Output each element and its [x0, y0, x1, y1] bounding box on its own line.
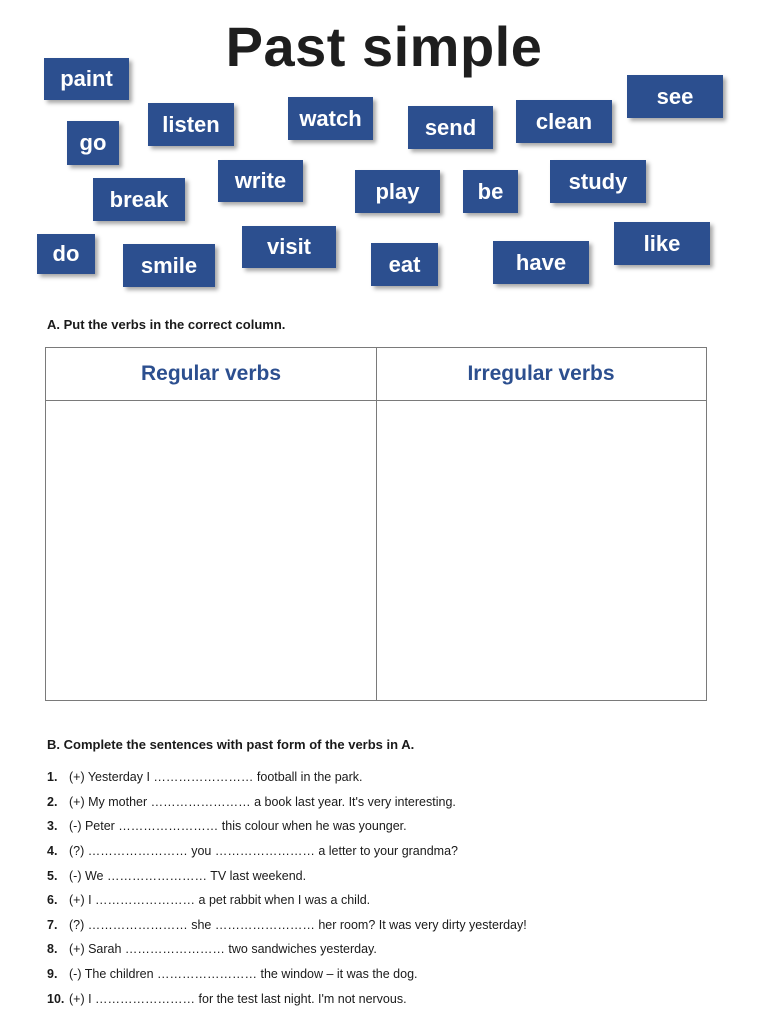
sentence-text: (+) I …………………… a pet rabbit when I was a child. [69, 893, 371, 908]
verb-card: study [550, 160, 646, 203]
verb-card: break [93, 178, 185, 221]
verb-card: visit [242, 226, 336, 268]
verb-card: go [67, 121, 119, 165]
verb-card: clean [516, 100, 612, 143]
list-item [47, 913, 527, 938]
sentence-text: (-) Peter …………………… this colour when he was younger. [69, 819, 407, 834]
verb-sorting-table [45, 347, 707, 701]
page-title: Past simple [225, 15, 543, 78]
item-number: 7. [47, 917, 58, 932]
verb-card: do [37, 234, 95, 274]
verb-card: smile [123, 244, 215, 287]
sentence-text: (+) Sarah …………………… two sandwiches yesterday. [69, 942, 377, 957]
section-b-heading: B. Complete the sentences with past form of the verbs in A. [47, 737, 415, 752]
sentence-text: (?) …………………… you …………………… a letter to your grandma? [69, 844, 458, 859]
sentence-text: (+) My mother …………………… a book last year. It's very interesting. [69, 794, 456, 809]
list-item [47, 962, 527, 987]
irregular-verbs-header: Irregular verbs [467, 362, 615, 385]
item-number: 1. [47, 770, 58, 785]
list-item [47, 863, 527, 888]
item-number: 3. [47, 819, 58, 834]
sentence-text: (+) Yesterday I …………………… football in the park. [69, 770, 363, 785]
item-number: 10. [47, 991, 65, 1006]
regular-verbs-header: Regular verbs [140, 362, 282, 385]
sentence-text: (+) I …………………… for the test last night. I'm not nervous. [69, 991, 407, 1006]
item-number: 2. [47, 794, 58, 809]
verb-card: have [493, 241, 589, 284]
section-a-heading: A. Put the verbs in the correct column. [47, 317, 286, 332]
verb-card: like [614, 222, 710, 265]
verb-card: write [218, 160, 303, 202]
item-number: 6. [47, 893, 58, 908]
header-divider [46, 400, 706, 401]
sentence-text: (-) We …………………… TV last weekend. [69, 868, 307, 883]
verb-card: eat [371, 243, 438, 286]
item-number: 4. [47, 844, 58, 859]
item-number: 9. [47, 967, 58, 982]
list-item [47, 986, 527, 1011]
item-number: 8. [47, 942, 58, 957]
list-item [47, 937, 527, 962]
list-item [47, 839, 527, 864]
list-item [47, 790, 527, 815]
item-number: 5. [47, 868, 58, 883]
verb-card: send [408, 106, 493, 149]
list-item [47, 888, 527, 913]
verb-card: see [627, 75, 723, 118]
list-item [47, 814, 527, 839]
sentence-list [47, 765, 527, 1011]
verb-card: be [463, 170, 518, 213]
verb-card: paint [44, 58, 129, 100]
verb-card: listen [148, 103, 234, 146]
list-item [47, 765, 527, 790]
sentence-text: (-) The children …………………… the window – it was the dog. [69, 967, 418, 982]
verb-card: play [355, 170, 440, 213]
verb-card: watch [288, 97, 373, 140]
sentence-text: (?) …………………… she …………………… her room? It was very dirty yesterday! [69, 917, 527, 932]
